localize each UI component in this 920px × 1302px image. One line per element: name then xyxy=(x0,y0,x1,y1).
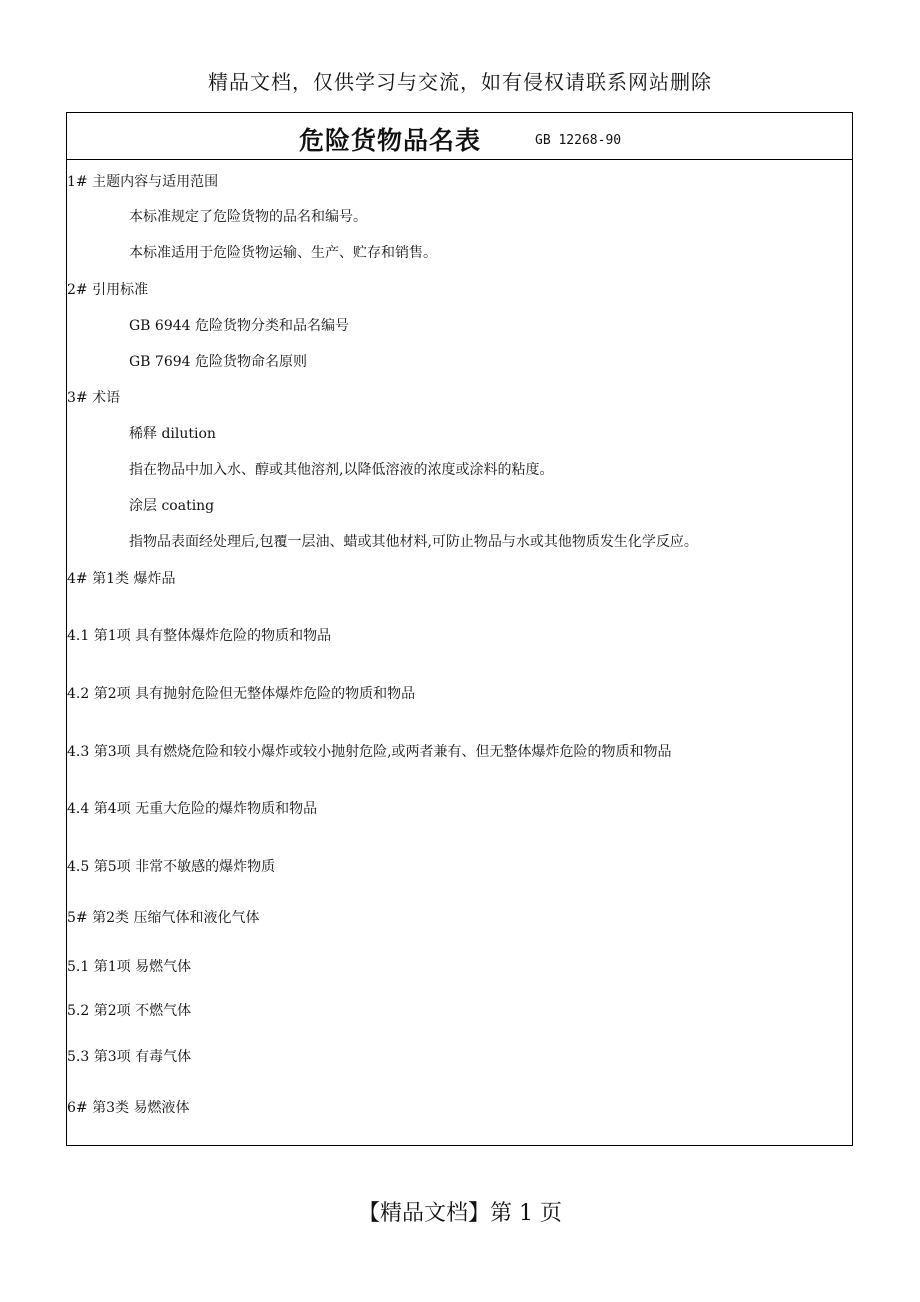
subsection-line: 4.4 第4项 无重大危险的爆炸物质和物品 xyxy=(67,801,318,817)
body-line: 本标准规定了危险货物的品名和编号。 xyxy=(129,209,367,225)
section-heading-1: 1# 主题内容与适用范围 xyxy=(67,174,219,190)
body-line: GB 6944 危险货物分类和品名编号 xyxy=(129,318,350,334)
subsection-line: 4.3 第3项 具有燃烧危险和较小爆炸或较小抛射危险,或两者兼有、但无整体爆炸危险的物质和物品 xyxy=(67,744,672,760)
term-line: 稀释 dilution xyxy=(129,426,216,442)
section-heading-5: 5# 第2类 压缩气体和液化气体 xyxy=(67,910,260,926)
subsection-line: 4.1 第1项 具有整体爆炸危险的物质和物品 xyxy=(67,628,332,644)
footer-page-label: 【精品文档】第 1 页 xyxy=(358,1201,562,1226)
subsection-line: 4.5 第5项 非常不敏感的爆炸物质 xyxy=(67,859,276,875)
section-heading-4: 4# 第1类 爆炸品 xyxy=(67,571,176,587)
subsection-line: 5.3 第3项 有毒气体 xyxy=(67,1049,192,1065)
subsection-line: 5.1 第1项 易燃气体 xyxy=(67,959,192,975)
header-notice: 精品文档，仅供学习与交流，如有侵权请联系网站删除 xyxy=(208,70,712,94)
section-heading-2: 2# 引用标准 xyxy=(67,282,149,298)
body-line: 指物品表面经处理后,包覆一层油、蜡或其他材料,可防止物品与水或其他物质发生化学反应。 xyxy=(129,534,698,550)
section-heading-3: 3# 术语 xyxy=(67,390,121,406)
section-heading-6: 6# 第3类 易燃液体 xyxy=(67,1100,190,1116)
standard-code: GB 12268-90 xyxy=(535,133,622,148)
subsection-line: 5.2 第2项 不燃气体 xyxy=(67,1003,192,1019)
term-line: 涂层 coating xyxy=(129,498,215,514)
body-line: GB 7694 危险货物命名原则 xyxy=(129,354,308,370)
document-frame xyxy=(66,112,853,1146)
body-line: 指在物品中加入水、醇或其他溶剂,以降低溶液的浓度或涂料的粘度。 xyxy=(129,462,554,478)
subsection-line: 4.2 第2项 具有抛射危险但无整体爆炸危险的物质和物品 xyxy=(67,686,416,702)
body-line: 本标准适用于危险货物运输、生产、贮存和销售。 xyxy=(129,245,437,261)
document-title: 危险货物品名表 xyxy=(299,126,482,155)
title-row xyxy=(67,113,852,160)
